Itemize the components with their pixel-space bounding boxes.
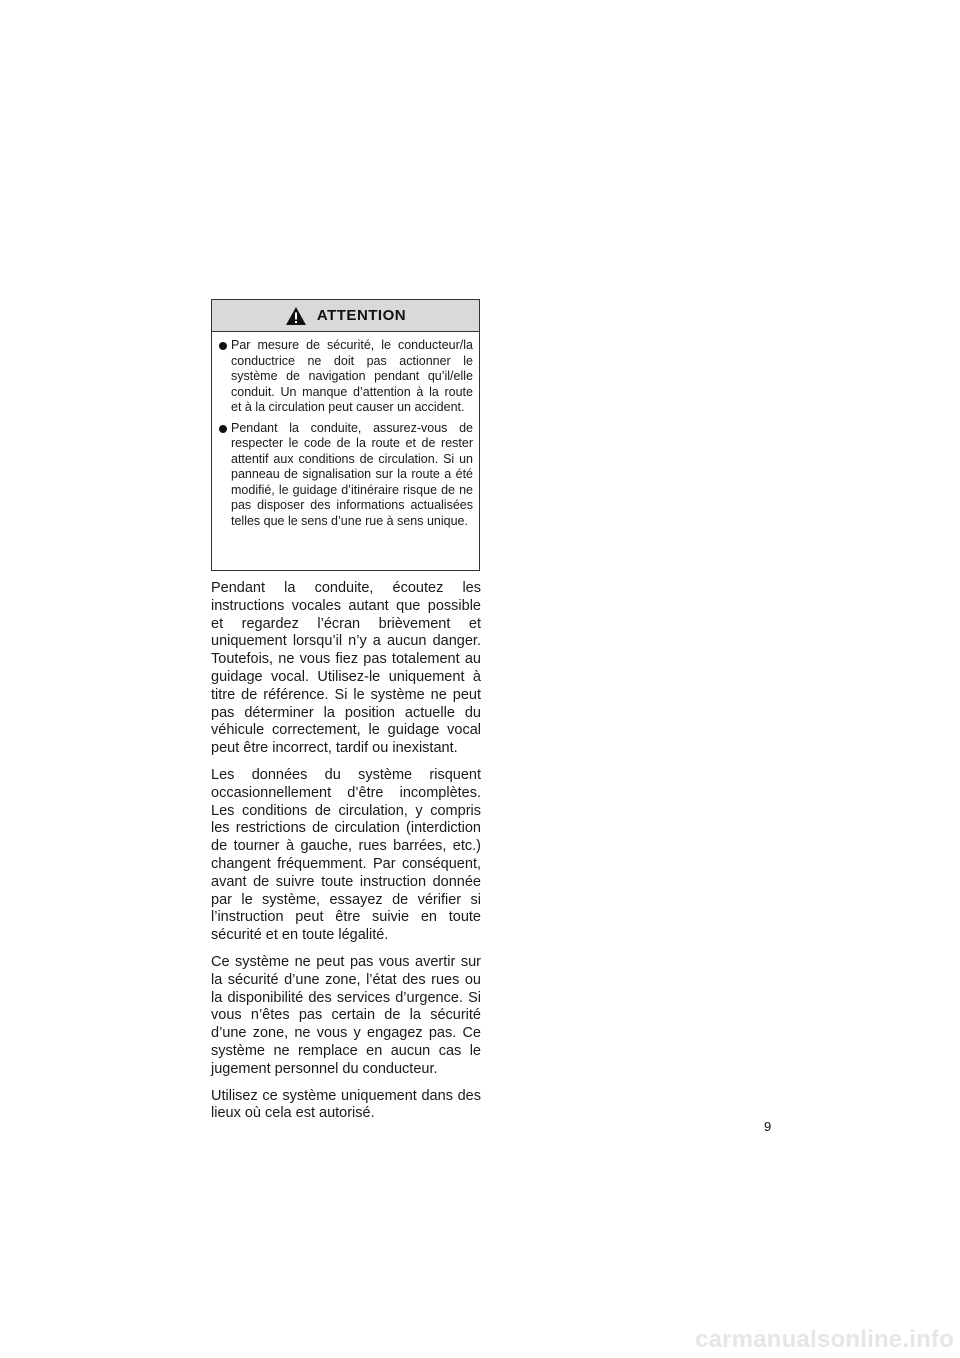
bullet-icon — [219, 425, 227, 433]
warning-text: Pendant la conduite, assurez-vous de respecter le code de la route et de rester attentif aux conditions de circulation. Si un panneau de signalisation sur la route a été modifié, le guidage d’itinéraire risque de ne pas disposer des informations actualisées telles que le sens d’une rue à sens unique. — [231, 420, 473, 528]
warning-item — [218, 421, 473, 530]
warning-triangle-icon — [285, 306, 307, 326]
paragraph: Pendant la conduite, écoutez les instructions vocales autant que possible et regardez l’écran brièvement et uniquement lorsqu’il n’y a aucun danger. Toutefois, ne vous fiez pas totalement au guidage vocal. Utilisez-le uniquement à titre de référence. Si le système ne peut pas déterminer la position actuelle du véhicule correctement, le guidage vocal peut être incorrect, tardif ou inexistant. — [211, 580, 481, 757]
warning-text: Par mesure de sécurité, le conducteur/la conductrice ne doit pas actionner le système de navigation pendant qu’il/elle conduit. Un manque d’attention à la route et à la circulation peut causer un accident. — [231, 338, 473, 414]
bullet-icon — [219, 342, 227, 350]
warning-list — [212, 332, 479, 529]
paragraph: Utilisez ce système uniquement dans des lieux où cela est autorisé. — [211, 1087, 481, 1122]
body-text — [211, 580, 481, 1132]
warning-item — [218, 338, 473, 416]
warning-title: ATTENTION — [316, 307, 407, 324]
warning-box — [211, 299, 480, 571]
warning-header — [212, 300, 479, 332]
page-number: 9 — [764, 1119, 772, 1134]
watermark: carmanualsonline.info — [695, 1326, 954, 1353]
paragraph: Ce système ne peut pas vous avertir sur la sécurité d’une zone, l’état des rues ou la disponibilité des services d’urgence. Si vous n’êtes pas certain de la sécurité d’une zone, ne vous y engagez pas. Ce système ne remplace en aucun cas le jugement personnel du conducteur. — [211, 953, 481, 1077]
paragraph: Les données du système risquent occasionnellement d’être incomplètes. Les conditions de circulation, y compris les restrictions de circulation (interdiction de tourner à gauche, rues barrées, etc.) changent fréquemment. Par conséquent, avant de suivre toute instruction donnée par le système, essayez de vérifier si l’instruction peut être suivie en toute sécurité et en toute légalité. — [211, 766, 481, 944]
